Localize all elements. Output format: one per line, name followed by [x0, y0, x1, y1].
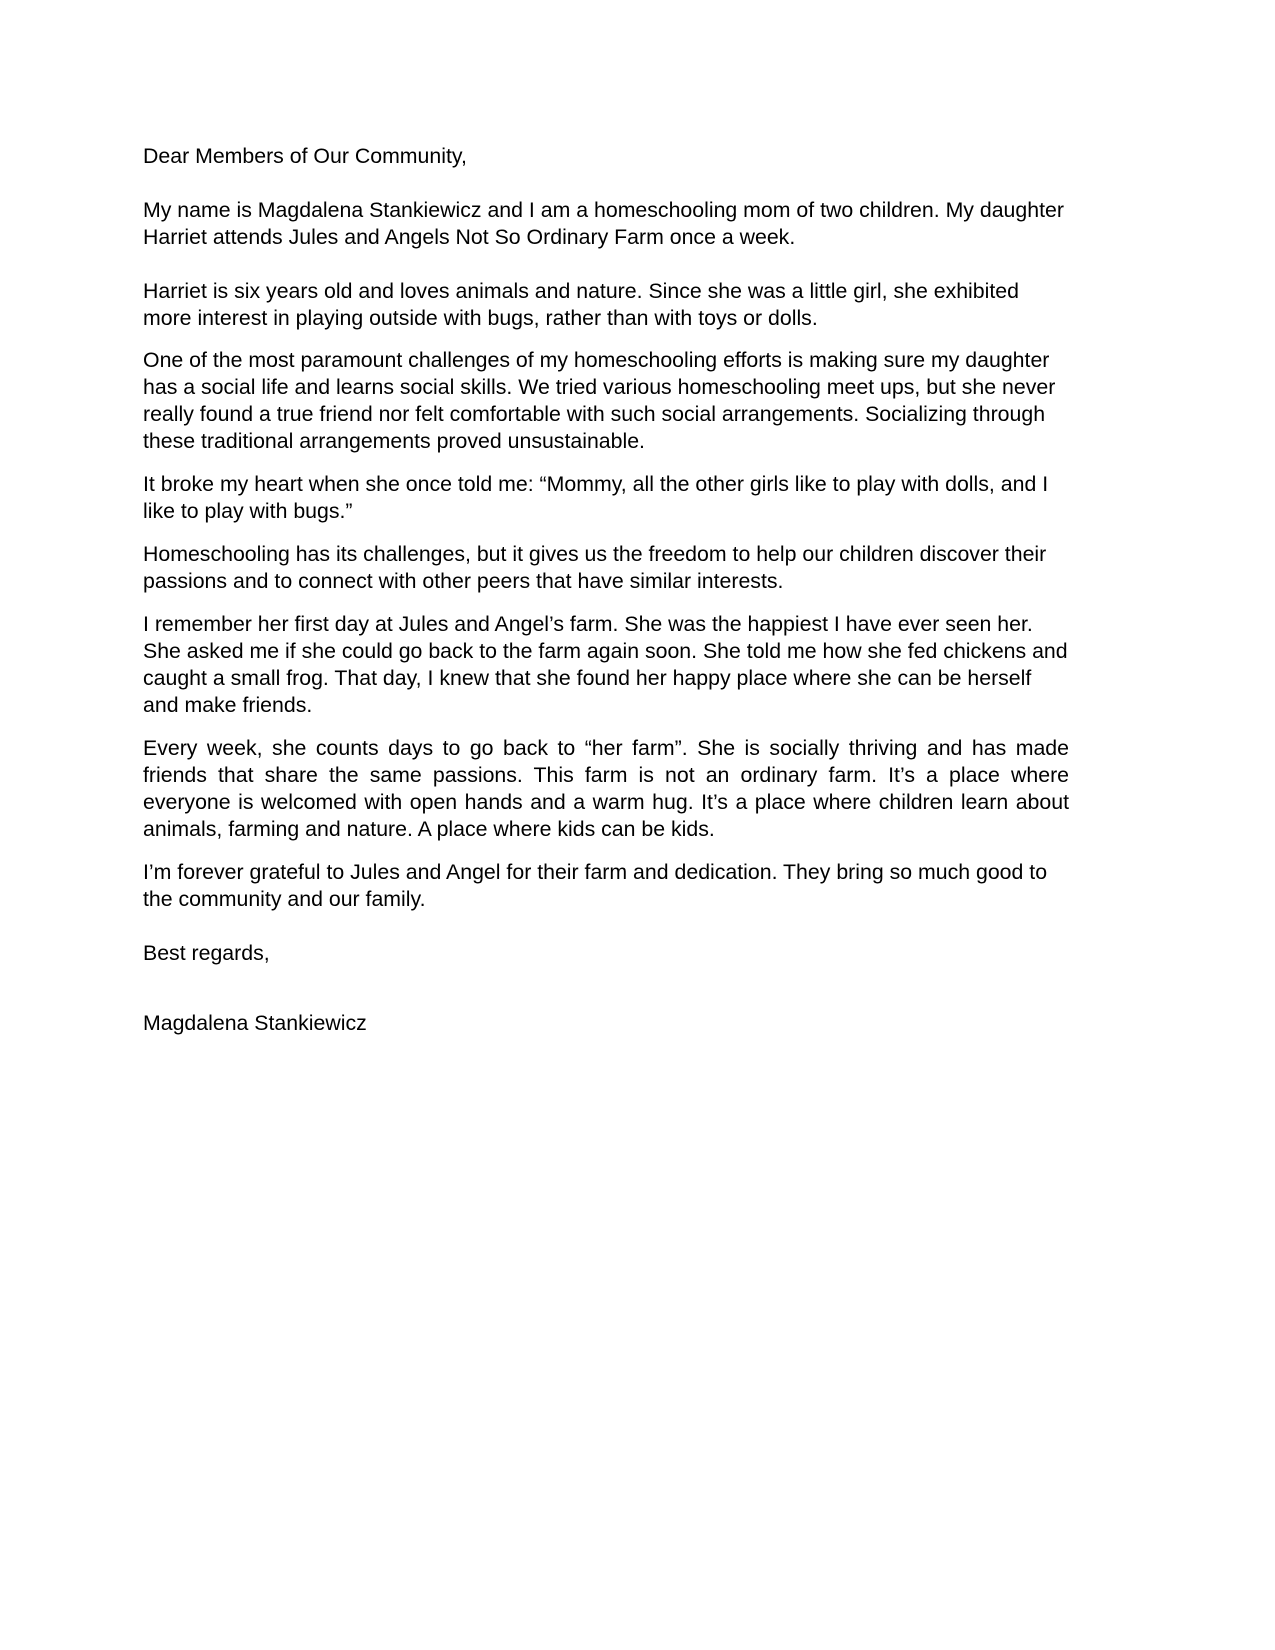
paragraph-gratitude: I’m forever grateful to Jules and Angel for their farm and dedication. They bring so much good to the community and our family. [143, 860, 1048, 911]
paragraph-freedom: Homeschooling has its challenges, but it gives us the freedom to help our children discover their passions and to connect with other peers that have similar interests. [143, 542, 1047, 593]
salutation: Dear Members of Our Community, [143, 144, 467, 168]
paragraph-introduction: My name is Magdalena Stankiewicz and I am a homeschooling mom of two children. My daughter Harriet attends Jules and Angels Not So Ordinary Farm once a week. [143, 198, 1064, 249]
paragraph-challenges: One of the most paramount challenges of my homeschooling efforts is making sure my daughter has a social life and learns social skills. We tried various homeschooling meet ups, but she never really found a true friend nor felt comfortable with such social arrangements. Socializing through these traditional arrangements proved unsustainable. [143, 348, 1056, 453]
signature: Magdalena Stankiewicz [143, 1011, 367, 1035]
paragraph-first-day: I remember her first day at Jules and Angel’s farm. She was the happiest I have ever seen her. She asked me if she could go back to the farm again soon. She told me how she fed chickens and caught a small frog. That day, I knew that she found her happy place where she can be herself and make friends. [143, 612, 1068, 717]
paragraph-quote: It broke my heart when she once told me: “Mommy, all the other girls like to play with dolls, and I like to play with bugs.” [143, 472, 1049, 523]
paragraph-harriet: Harriet is six years old and loves animals and nature. Since she was a little girl, she exhibited more interest in playing outside with bugs, rather than with toys or dolls. [143, 279, 1019, 330]
closing: Best regards, [143, 941, 270, 965]
paragraph-every-week: Every week, she counts days to go back to “her farm”. She is socially thriving and has made friends that share the same passions. This farm is not an ordinary farm. It’s a place where everyone is welcomed with open hands and a warm hug. It’s a place where children learn about animals, farming and nature. A place where kids can be kids. [143, 736, 1069, 841]
